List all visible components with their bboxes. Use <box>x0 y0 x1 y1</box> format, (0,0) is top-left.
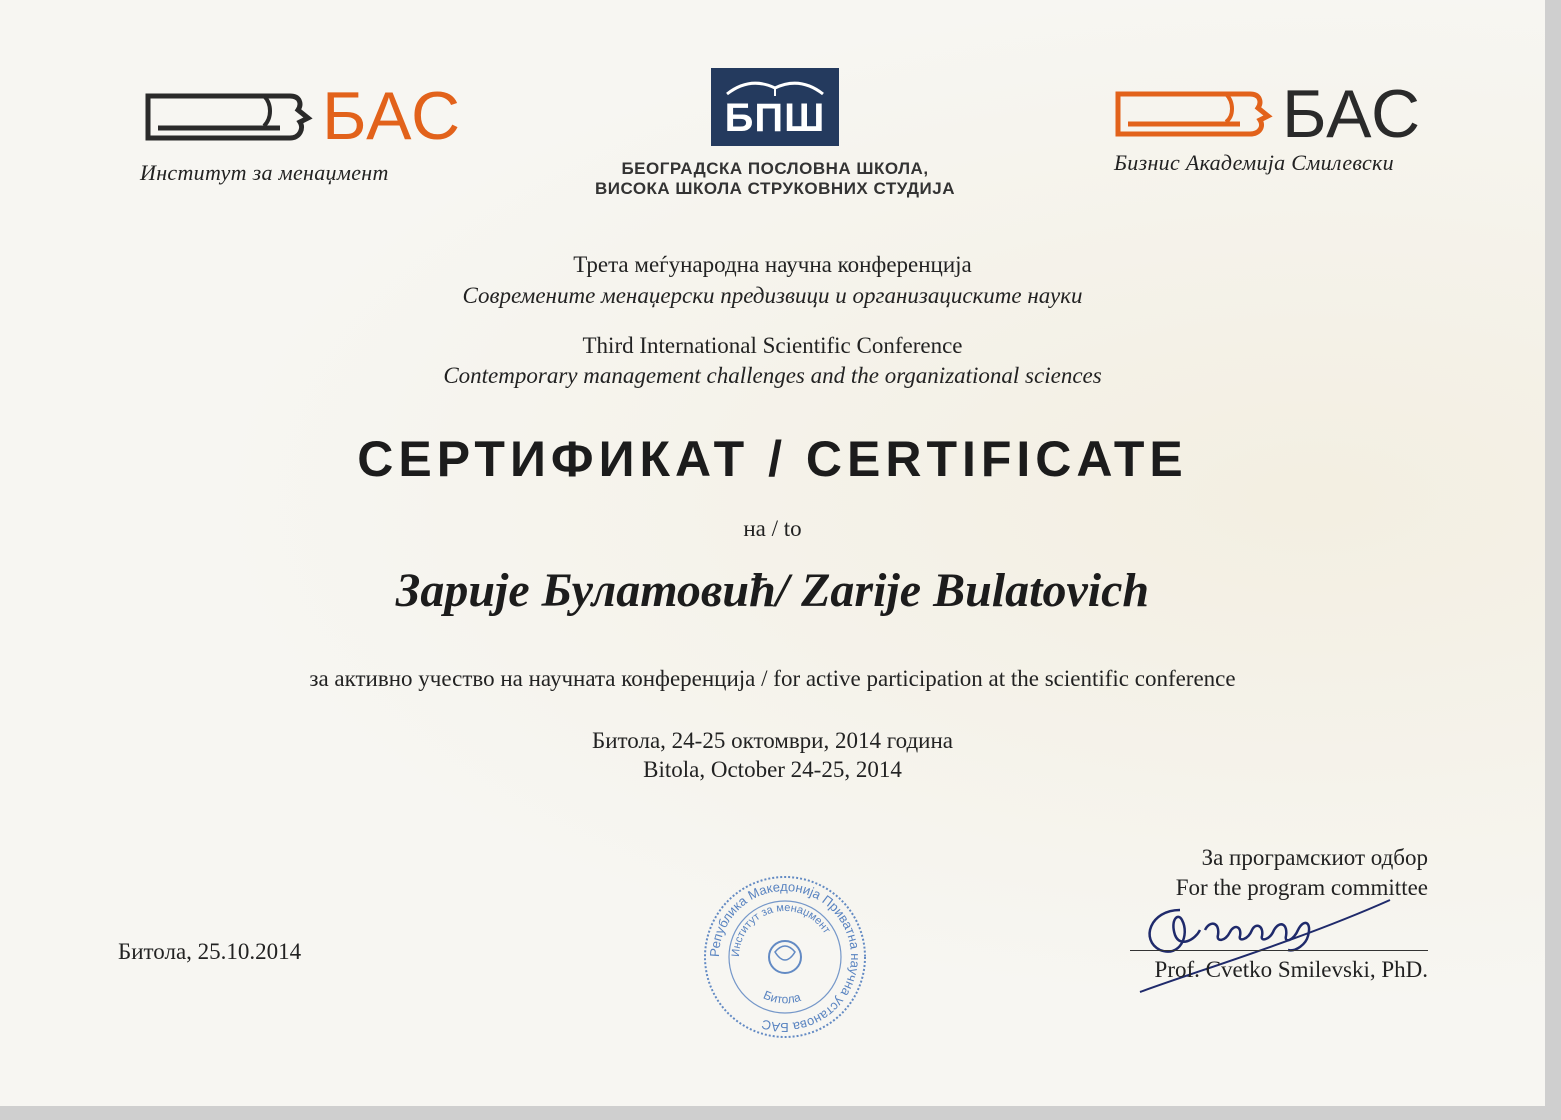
conference-title-en: Third International Scientific Conference <box>582 333 963 358</box>
participation-reason: за активно учество на научната конференција / for active participation at the scientific conference <box>309 666 1236 691</box>
bps-emblem <box>711 68 839 146</box>
bas-right-wordmark: БАС <box>1282 76 1422 152</box>
recipient-name: Зарије Булатовић/ Zarije Bulatovich <box>395 564 1150 617</box>
signature-line <box>1130 950 1428 951</box>
bas-left-subtitle: Институт за менаџмент <box>140 160 389 185</box>
seal-inner-text: Институт за менаџмент <box>729 901 833 958</box>
seal-outer-text: Република Македонија Приватна научна установа БАС <box>706 878 864 1036</box>
svg-text:Битола <box>761 988 802 1007</box>
seal-bottom-text: Битола <box>761 987 803 1007</box>
book-head-mark-icon <box>140 88 320 148</box>
certificate-to: на / to <box>743 516 802 541</box>
bps-school-logo <box>540 68 1010 200</box>
bps-name-line-1: БЕОГРАДСКА ПОСЛОВНА ШКОЛА, <box>621 159 929 178</box>
place-date-mk: Битола, 24-25 октомври, 2014 година <box>592 728 953 753</box>
bas-institute-logo <box>140 80 460 190</box>
committee-label-mk: За програмскиот одбор <box>1201 845 1428 870</box>
committee-label-en: For the program committee <box>1175 875 1428 900</box>
open-book-icon <box>725 74 825 96</box>
svg-text:Институт за менаџмент <box>730 902 833 957</box>
bps-name-line-2: ВИСОКА ШКОЛА СТРУКОВНИХ СТУДИЈА <box>594 179 955 199</box>
book-head-mark-icon <box>1110 86 1280 144</box>
bps-wordmark: БПШ <box>724 96 826 140</box>
conference-title-mk: Трета меѓународна научна конференција <box>573 252 972 277</box>
bas-right-subtitle: Бизнис Академија Смилевски <box>1114 150 1394 175</box>
bas-left-wordmark: БАС <box>322 78 462 154</box>
conference-subtitle-mk: Современите менаџерски предизвици и организациските науки <box>462 283 1083 308</box>
issue-date: Битола, 25.10.2014 <box>118 939 302 964</box>
place-date-en: Bitola, October 24-25, 2014 <box>643 757 902 782</box>
certificate-title: СЕРТИФИКАТ / CERTIFICATE <box>357 431 1188 487</box>
bas-academy-logo <box>1110 76 1422 188</box>
conference-subtitle-en: Contemporary management challenges and the organizational sciences <box>443 363 1102 388</box>
official-seal-icon <box>700 872 870 1042</box>
signatory-name: Prof. Cvetko Smilevski, PhD. <box>1154 957 1428 982</box>
